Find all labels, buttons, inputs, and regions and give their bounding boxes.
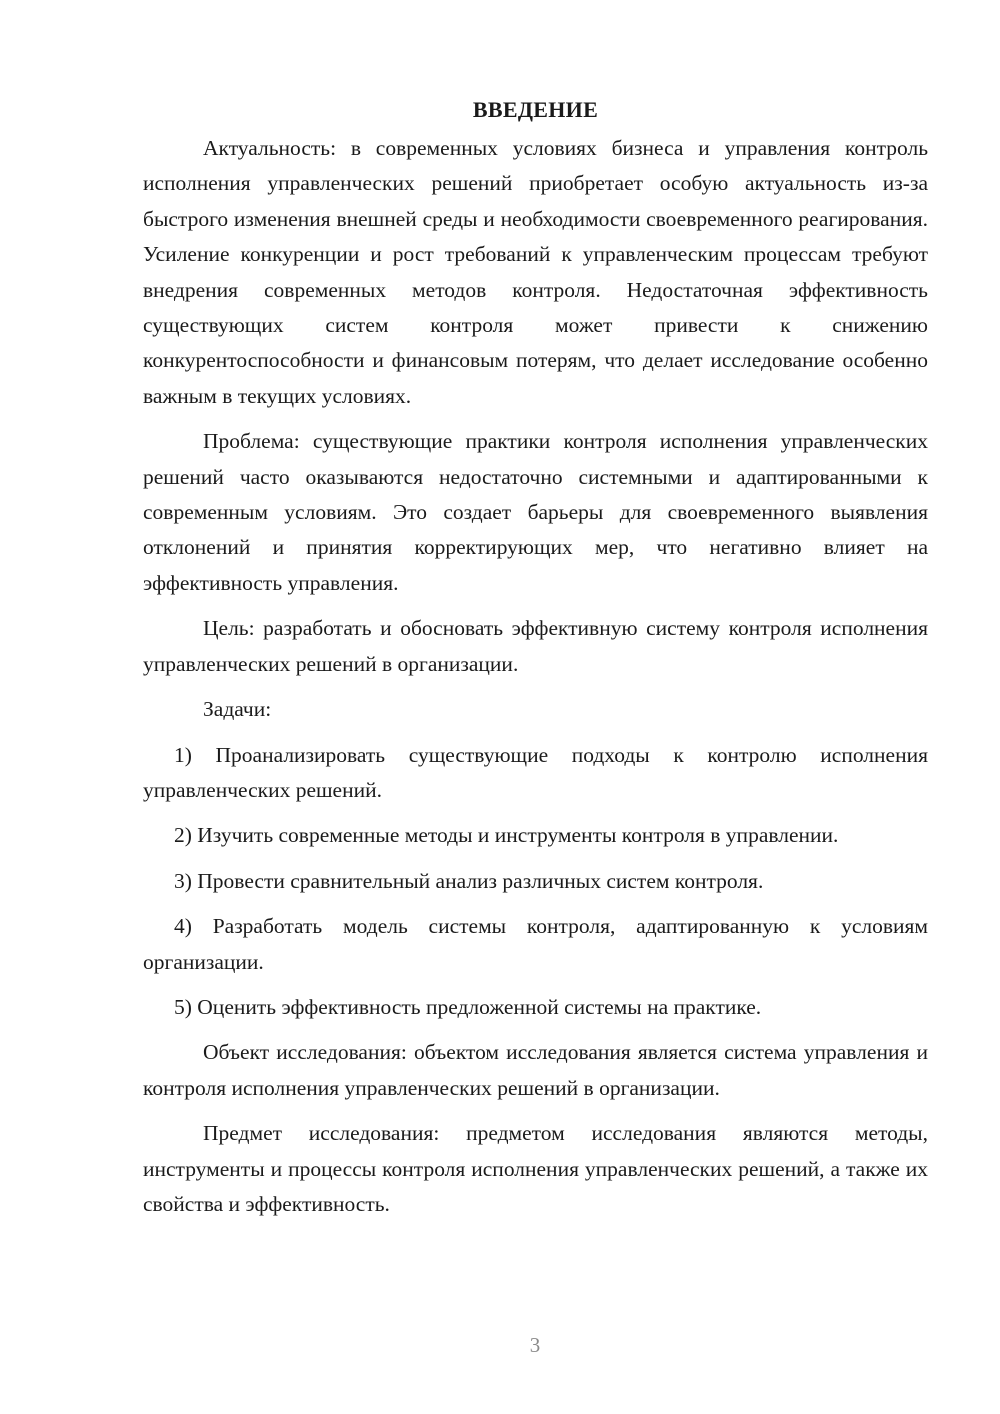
subject-paragraph: Предмет исследования: предметом исследования являются методы, инструменты и процессы контроля исполнения управленческих решений, а также их свойства и эффективность. xyxy=(143,1121,928,1216)
task-item-5: 5) Оценить эффективность предложенной системы на практике. xyxy=(174,994,762,1019)
tasks-label: Задачи: xyxy=(203,697,272,722)
page-number: 3 xyxy=(529,1333,541,1357)
task-item-2: 2) Изучить современные методы и инструменты контроля в управлении. xyxy=(174,823,839,848)
goal-paragraph: Цель: разработать и обосновать эффективную систему контроля исполнения управленческих решений в организации. xyxy=(143,616,928,676)
relevance-paragraph: Актуальность: в современных условиях бизнеса и управления контроль исполнения управленческих решений приобретает особую актуальность из-за быстрого изменения внешней среды и необходимости своевременного реагирования. Усиление конкуренции и рост требований к управленческим процессам требуют внедрения современных методов контроля. Недостаточная эффективность существующих систем контроля может привести к снижению конкурентоспособности и финансовым потерям, что делает исследование особенно важным в текущих условиях. xyxy=(143,136,928,408)
task-item-4: 4) Разработать модель системы контроля, адаптированную к условиям организации. xyxy=(143,914,928,974)
section-title: ВВЕДЕНИЕ xyxy=(472,97,599,122)
object-paragraph: Объект исследования: объектом исследования является система управления и контроля исполнения управленческих решений в организации. xyxy=(143,1040,928,1100)
task-item-3: 3) Провести сравнительный анализ различных систем контроля. xyxy=(174,868,764,893)
document-page xyxy=(143,92,928,1232)
task-item-1: 1) Проанализировать существующие подходы к контролю исполнения управленческих решений. xyxy=(143,742,928,802)
problem-paragraph: Проблема: существующие практики контроля исполнения управленческих решений часто оказываются недостаточно системными и адаптированными к современным условиям. Это создает барьеры для своевременного выявления отклонений и принятия корректирующих мер, что негативно влияет на эффективность управления. xyxy=(143,429,928,595)
